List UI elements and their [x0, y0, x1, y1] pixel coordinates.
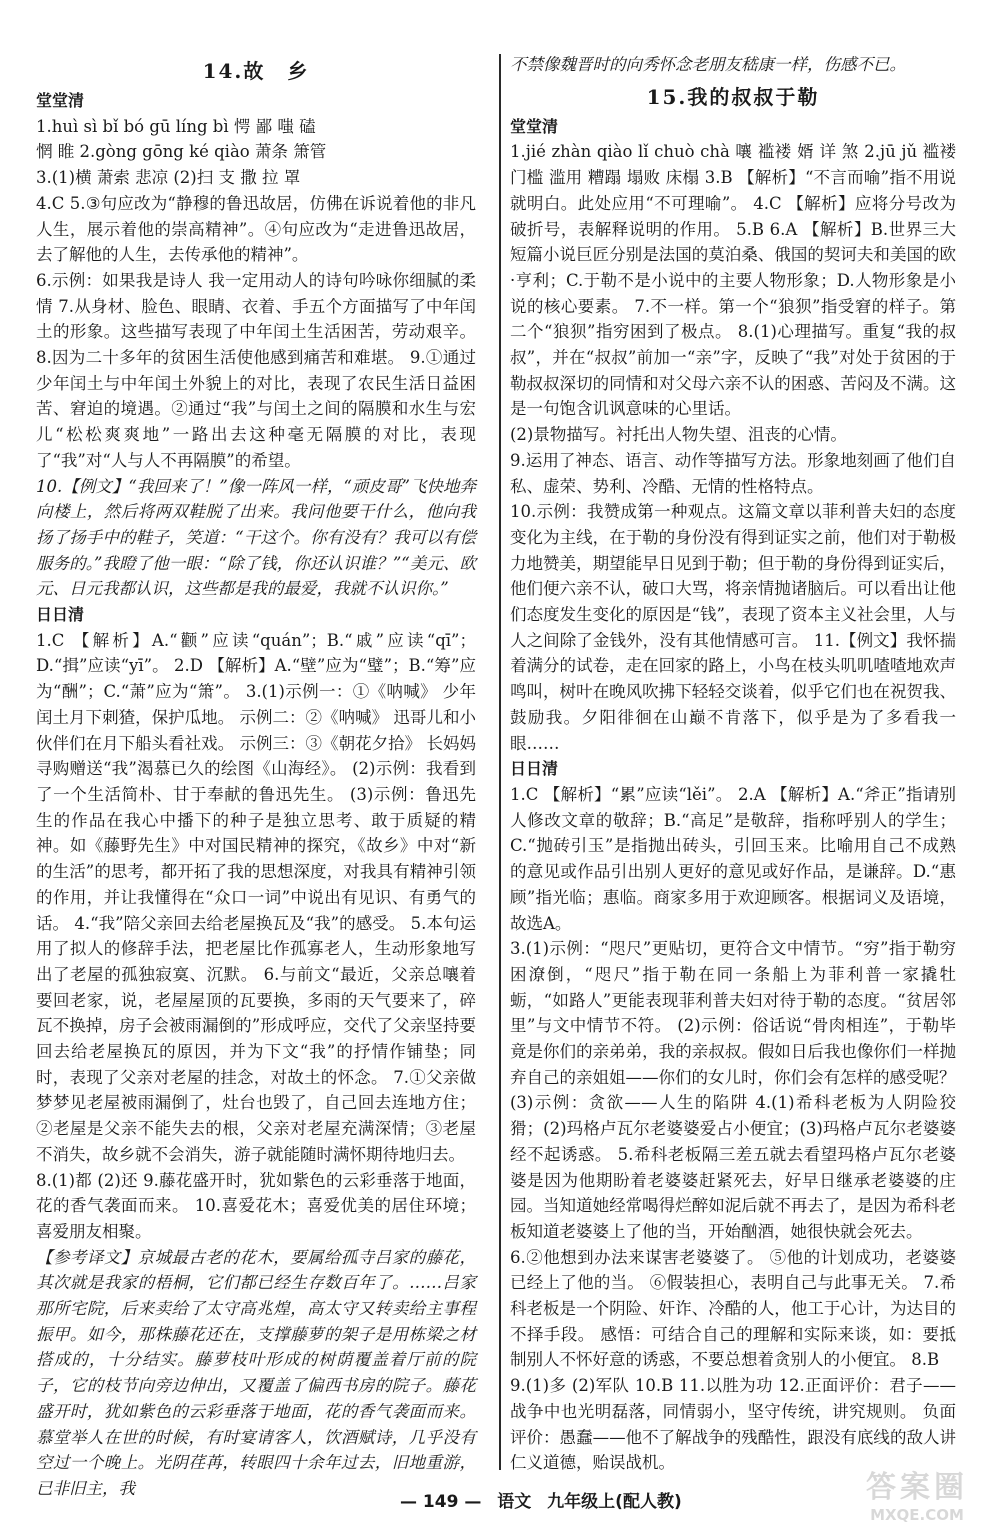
answer-paragraph: (3)示例：贪欲——人生的陷阱 4.(1)希科老板为人阴险狡猾；(2)玛格卢瓦尔老婆婆爱占小便宜；(3)玛格卢瓦尔老婆婆经不起诱惑。 5.希科老板隔三差五就去看望玛格卢瓦尔老婆婆是因为他期盼着老婆婆赶紧死去，好早日继承老婆婆的庄园。当知道她经常喝得烂醉如泥后就不再去了，是因为希科老板知道老婆婆上了他的当，开始酗酒，她很快就会死去。: [510, 1093, 956, 1241]
answer-paragraph: 1.C 【解析】A.“颧”应读“quán”；B.“戚”应读“qī”；D.“揖”应读“yī”。 2.D 【解析】A.“壁”应为“璧”；B.“筹”应为“酬”；C.“萧”应为“箫”。 3.(1)示例一：①《呐喊》 少年闰土月下刺猹，保护瓜地。 示例二：②《呐喊》 迅哥儿和小伙伴们在月下船头看社戏。 示例三：③《朝花夕拾》 长妈妈寻购赠送“我”渴慕已久的绘图《山海经》。 (2)示例：我看到了一个生活简朴、甘于奉献的鲁迅先生。 (3)示例：鲁迅先生的作品在我心中播下的种子是独立思考、敢于质疑的精神。如《藤野先生》中对国民精神的探究，《故乡》中对“新的生活”的思考，都开拓了我的思想深度，对我具有精神引领的作用，并让我懂得在“众口一词”中说出有见识、有勇气的话。 4.“我”陪父亲回去给老屋换瓦及“我”的感受。 5.本句运用了拟人的修辞手法，把老屋比作孤寡老人，生动形象地写出了老屋的孤独寂寞、沉默。 6.与前文“最近，父亲总嚷着要回老家，说，老屋屋顶的瓦要换，多雨的天气要来了，碎瓦不换掉，房子会被雨漏倒的”形成呼应，交代了父亲坚持要回去给老屋换瓦的原因，并为下文“我”的抒情作铺垫；同时，表现了父亲对老屋的挂念，对故土的怀念。 7.①父亲做梦梦见老屋被雨漏倒了，灶台也毁了，自己回去连地方住；②老屋是父亲不能失去的根，父亲对老屋充满深情；③老屋不消失，故乡就不会消失，游子就能随时满怀期待地归去。: [36, 630, 476, 1164]
section-heading-ririqing: 日日清: [36, 605, 85, 625]
section-heading-tangtangqing: 堂堂清: [510, 116, 559, 136]
answer-paragraph: 3.(1)横 萧索 悲凉 (2)扫 支 撒 拉 罩: [36, 168, 301, 188]
answer-paragraph: 9.运用了神态、语言、动作等描写方法。形象地刻画了他们自私、虚荣、势利、冷酷、无情的性格特点。: [510, 450, 956, 496]
right-column: [510, 52, 956, 1476]
subject-label: 语文: [497, 1492, 532, 1512]
answer-paragraph: 6.②他想到办法来谋害老婆婆了。 ⑤他的计划成功，老婆婆已经上了他的当。 ⑥假装担心，表明自己与此事无关。 7.希科老板是一个阴险、奸诈、冷酷的人，他工于心计，为达目的不择手段。 感悟：可结合自己的理解和实际来谈，如：要抵制别人不怀好意的诱惑，不要总想着贪别人的小便宜。 8.B: [510, 1247, 956, 1370]
answer-paragraph: 6.示例：如果我是诗人 我一定用动人的诗句吟咏你细腻的柔情 7.从身材、脸色、眼睛、衣着、手五个方面描写了中年闰土的形象。这些描写表现了中年闰土生活困苦，劳动艰辛。 8.因为二十多年的贫困生活使他感到痛苦和难堪。 9.①通过少年闰土与中年闰土外貌上的对比，表现了农民生活日益困苦、窘迫的境遇。②通过“我”与闰土之间的隔膜和水生与宏儿“松松爽爽地”一路出去这种毫无隔膜的对比，表现了“我”对“人与人不再隔膜”的希望。: [36, 270, 476, 470]
page-number: — 149 —: [400, 1492, 482, 1512]
answer-paragraph: 惘 睢 2.gòng gōng ké qiào 萧条 箫管: [36, 142, 327, 162]
answer-paragraph: 10.示例：我赞成第一种观点。这篇文章以菲利普夫妇的态度变化为主线，在于勒的身份没有得到证实之前，他们对于勒极力地赞美，期望能早日见到于勒；但于勒的身份得到证实后，他们便六亲不认，破口大骂，将亲情抛诸脑后。可以看出让他们态度发生变化的原因是“钱”，表现了资本主义社会里，人与人之间除了金钱外，没有其他情感可言。 11.【例文】我怀揣着满分的试卷，走在回家的路上，小鸟在枝头叽叽喳喳地欢声鸣叫，树叶在晚风吹拂下轻轻交谈着，似乎它们也在祝贺我、鼓励我。夕阳徘徊在山巅不肯落下，似乎是为了多看我一眼……: [510, 502, 956, 753]
watermark-text: 答案圈: [866, 1470, 968, 1505]
example-essay: 10.【例文】“我回来了！”像一阵风一样，“顽皮哥”飞快地奔向楼上，然后将两双鞋脱了出来。我问他要干什么，他向我扬了扬手中的鞋子，笑道：“干这个。你有没有？我可以有偿服务的。”我瞪了他一眼：“除了钱，你还认识谁？”“美元、欧元、日元我都认识，这些都是我的最爱，我就不认识你。”: [36, 476, 476, 599]
lesson-title-15: 15.我的叔叔于勒: [646, 84, 820, 109]
section-heading-tangtangqing: 堂堂清: [36, 91, 85, 110]
section-heading-ririqing: 日日清: [510, 759, 559, 779]
answer-paragraph: 4.C 5.③句应改为“静穆的鲁迅故居，仿佛在诉说着他的非凡人生，展示着他的崇高精神”。④句应改为“走进鲁迅故居，去了解他的人生，去传承他的精神”。: [36, 193, 476, 265]
answer-paragraph: (2)景物描写。衬托出人物失望、沮丧的心情。: [510, 425, 847, 445]
watermark-url: MXQE.COM: [870, 1506, 964, 1524]
lesson-title-14: 14.故 乡: [202, 59, 310, 83]
grade-label: 九年级上(配人教): [547, 1492, 682, 1512]
answer-paragraph: 1.jié zhàn qiào lǐ chuò chà 嚷 褴褛 婿 详 煞 2.jū jǔ 褴褛 门槛 滥用 糟蹋 塌败 床榻 3.B 【解析】“不言而喻”指不用说就明白。此处应用“不可理喻”。 4.C 【解析】应将分号改为破折号，表解释说明的作用。 5.B 6.A 【解析】B.世界三大短篇小说巨匠分别是法国的莫泊桑、俄国的契诃夫和美国的欧·亨利；C.于勒不是小说中的主要人物形象；D.人物形象是小说的核心要素。 7.不一样。第一个“狼狈”指受窘的样子。第二个“狼狈”指穷困到了极点。 8.(1)心理描写。重复“我的叔叔”，并在“叔叔”前加一“亲”字，反映了“我”对处于贫困的于勒叔叔深切的同情和对父母六亲不认的困惑、苦闷及不满。这是一句饱含讥讽意味的心里话。: [510, 142, 956, 419]
column-divider: [499, 54, 501, 1470]
watermark-logo: [842, 1456, 992, 1530]
answer-paragraph: 9.(1)多 (2)军队 10.B 11.以胜为功 12.正面评价：君子——战争中也光明磊落，同情弱小，坚守传统，讲究规则。 负面评价：愚蠢——他不了解战争的残酷性，跟没有底线的敌人讲仁义道德，贻误战机。: [510, 1376, 956, 1473]
translation-continuation: 不禁像魏晋时的向秀怀念老朋友嵇康一样，伤感不已。: [510, 55, 906, 74]
answer-paragraph: 3.(1)示例：“咫尺”更贴切，更符合文中情节。“穷”指于勒穷困潦倒，“咫尺”指于勒在同一条船上为菲利普一家撬牡蛎，“如路人”更能表现菲利普夫妇对待于勒的态度。“贫居邻里”与文中情节不符。 (2)示例：俗话说“骨肉相连”，于勒毕竟是你们的亲弟弟，我的亲叔叔。假如日后我也像你们一样抛弃自己的亲姐姐——你们的女儿时，你们会有怎样的感受呢？: [510, 939, 956, 1087]
page-footer: [400, 1487, 820, 1512]
answer-paragraph: 1.huì sì bǐ bó gū líng bì 愕 鄙 嗤 磕: [36, 116, 316, 136]
answer-paragraph: 8.(1)都 (2)还 9.藤花盛开时，犹如紫色的云彩垂落于地面，花的香气袭面而来。 10.喜爱花木；喜爱优美的居住环境；喜爱朋友相聚。: [36, 1170, 476, 1241]
reference-translation: 【参考译文】京城最古老的花木，要属给孤寺吕家的藤花，其次就是我家的梧桐，它们都已经生存数百年了。……吕家那所宅院，后来卖给了太守高兆煌，高太守又转卖给主事程振甲。如今，那株藤花还在，支撑藤萝的架子是用栋梁之材搭成的，十分结实。藤萝枝叶形成的树荫覆盖着厅前的院子，它的枝节向旁边伸出，又覆盖了偏西书房的院子。藤花盛开时，犹如紫色的云彩垂落于地面，花的香气袭面而来。慕堂举人在世的时候，有时宴请客人，饮酒赋诗，几乎没有空过一个晚上。光阴荏苒，转眼四十余年过去，旧地重游，已非旧主，我: [36, 1247, 476, 1498]
answer-paragraph: 1.C 【解析】“累”应读“lěi”。 2.A 【解析】A.“斧正”指请别人修改文章的敬辞；B.“高足”是敬辞，指称呼别人的学生；C.“抛砖引玉”是指抛出砖头，引回玉来。比喻用自己不成熟的意见或作品引出别人更好的意见或好作品，是谦辞。D.“惠顾”指光临；惠临。商家多用于欢迎顾客。根据词义及语境，故选A。: [510, 784, 956, 933]
left-column: [36, 52, 476, 1502]
